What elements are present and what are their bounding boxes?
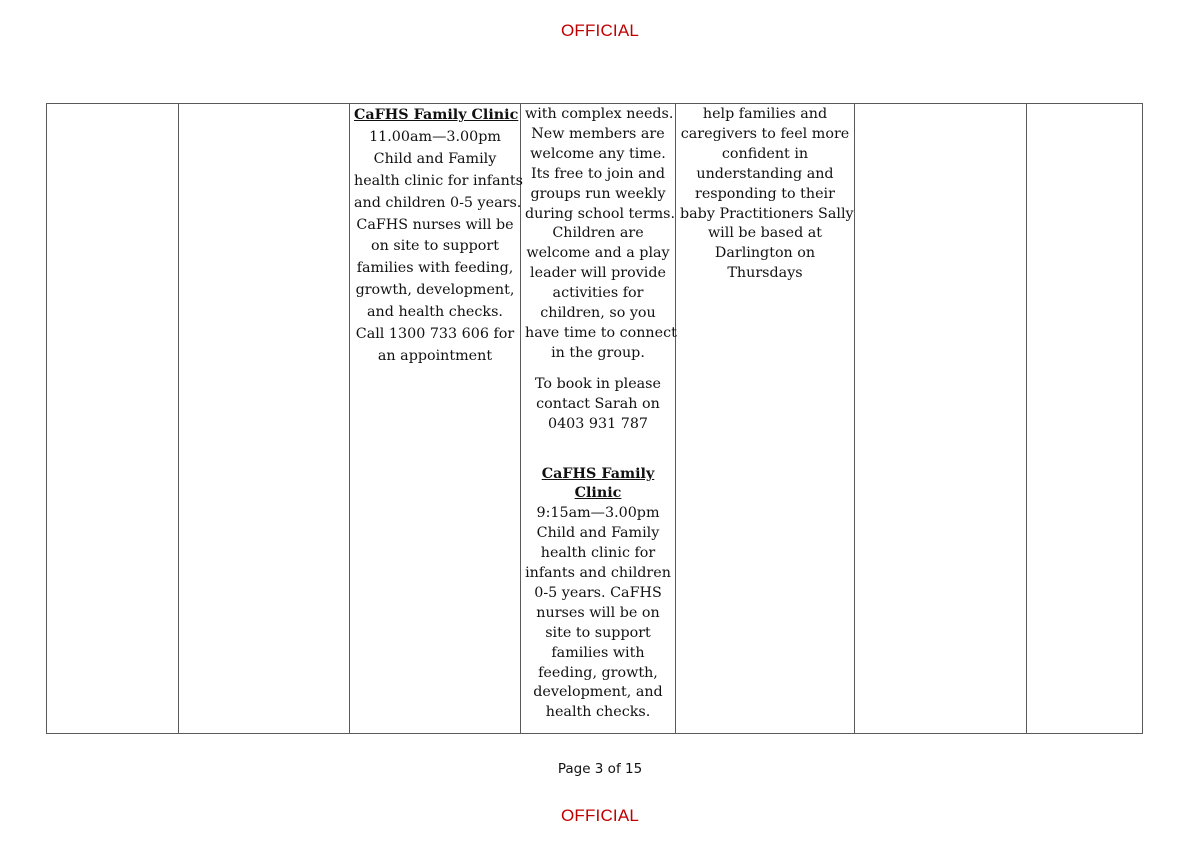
clinic-heading: CaFHS Family Clinic (354, 107, 519, 123)
table-cell-col4 (521, 104, 676, 733)
text-line: Its free to join and (530, 165, 665, 182)
text-line: families with (551, 644, 645, 661)
text-line: Darlington on (714, 245, 816, 262)
text-line: baby Practitioners Sally (680, 205, 854, 222)
text-line: health checks. (545, 704, 651, 721)
text-line: understanding and (696, 165, 834, 182)
table-cell-col5 (676, 104, 855, 733)
text-line: health clinic for infants (354, 172, 523, 189)
text-line: and children 0-5 years. (354, 194, 522, 211)
text-line: will be based at (707, 225, 823, 242)
text-line: nurses will be on (536, 604, 660, 621)
text-line: development, and (533, 684, 663, 701)
text-line: infants and children (525, 565, 671, 582)
text-line: Child and Family (536, 525, 660, 542)
clinic-heading: CaFHS Family (541, 465, 655, 482)
paragraph-gap (525, 435, 671, 465)
text-line: responding to their (695, 185, 835, 202)
clinic-heading: Clinic (574, 485, 622, 502)
text-line: during school terms. (525, 205, 676, 222)
text-line: 9:15am—3.00pm (536, 505, 660, 522)
official-marking-bottom: OFFICIAL (560, 806, 640, 825)
text-line: New members are (531, 125, 665, 142)
text-line: Child and Family (373, 150, 497, 167)
phone-line: Call 1300 733 606 for (355, 326, 515, 343)
text-line: welcome and a play (526, 245, 670, 262)
text-line: welcome any time. (530, 145, 666, 162)
text-line: and health checks. (367, 304, 503, 321)
text-line: Thursdays (727, 265, 803, 282)
table-cell-col3 (350, 104, 521, 733)
text-line: an appointment (377, 347, 493, 364)
text-line: 0-5 years. CaFHS (534, 584, 662, 601)
text-line: site to support (545, 624, 651, 641)
text-line: help families and (702, 106, 828, 122)
table-cell-col7 (1027, 104, 1142, 733)
text-line: health clinic for (540, 545, 656, 562)
text-line: families with feeding, (356, 260, 514, 277)
table-cell-col1 (47, 104, 179, 733)
text-line: feeding, growth, (538, 664, 658, 681)
program-table (46, 103, 1143, 734)
text-line: confident in (721, 145, 809, 162)
text-line: on site to support (371, 238, 499, 255)
text-line: Children are (552, 225, 644, 242)
text-line: growth, development, (355, 282, 515, 299)
text-line: CaFHS nurses will be (356, 216, 514, 233)
table-cell-col2 (179, 104, 350, 733)
booking-phone: 0403 931 787 (547, 415, 649, 432)
paragraph-gap (525, 364, 671, 375)
table-cell-col6 (855, 104, 1027, 733)
text-line: leader will provide (530, 265, 666, 282)
text-line: children, so you (540, 305, 656, 322)
booking-line: contact Sarah on (536, 395, 660, 412)
text-line: caregivers to feel more (680, 125, 850, 142)
booking-line: To book in please (535, 375, 661, 392)
text-line: activities for (552, 285, 644, 302)
official-marking-top: OFFICIAL (560, 21, 640, 40)
text-line: groups run weekly (530, 185, 666, 202)
text-line: with complex needs. (525, 106, 674, 122)
text-line: 11.00am—3.00pm (369, 128, 501, 145)
page-number: Page 3 of 15 (557, 761, 643, 777)
text-line: have time to connect (525, 324, 677, 341)
text-line: in the group. (551, 344, 645, 361)
